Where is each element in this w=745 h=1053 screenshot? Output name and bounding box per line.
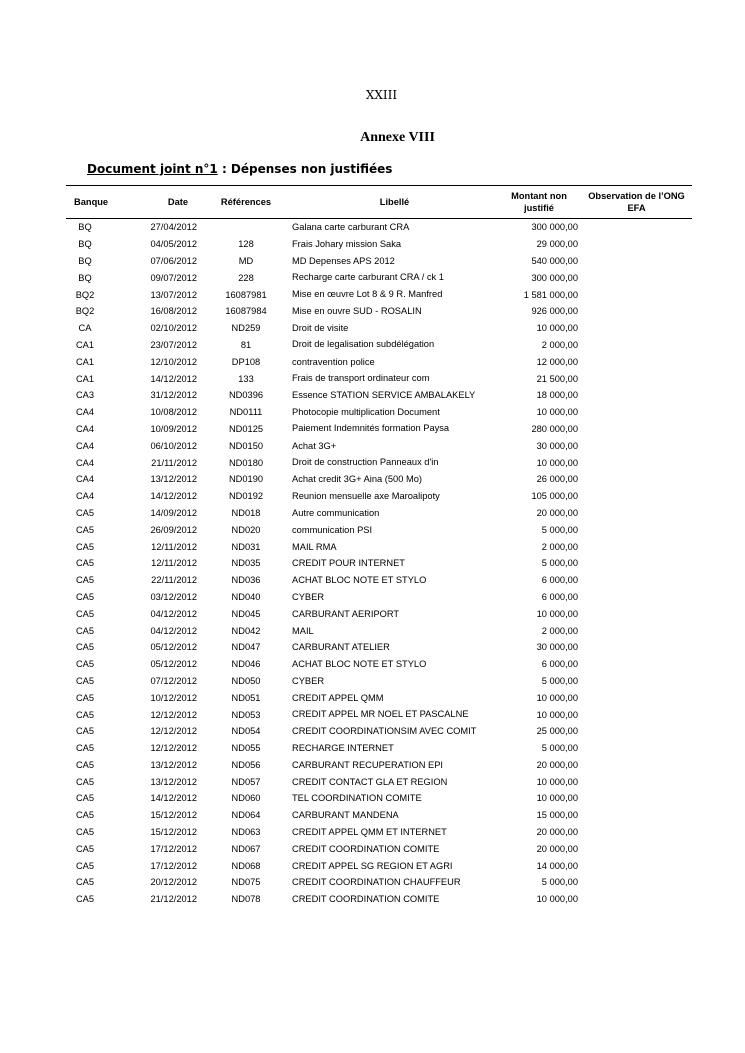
header-banque: Banque xyxy=(74,197,109,207)
table-row xyxy=(66,253,692,270)
cell-banque: CA4 xyxy=(75,474,95,485)
cell-libelle: Paiement Indemnités formation Paysa xyxy=(292,423,450,434)
cell-reference: ND259 xyxy=(231,323,261,334)
cell-banque: CA5 xyxy=(75,575,95,586)
document-heading xyxy=(87,162,392,176)
table-row xyxy=(66,874,692,891)
cell-date: 31/12/2012 xyxy=(150,390,197,401)
cell-banque: CA5 xyxy=(75,642,95,653)
table-row xyxy=(66,673,692,690)
cell-reference: MD xyxy=(238,255,254,266)
table-row xyxy=(66,236,692,253)
header-date: Date xyxy=(167,197,189,207)
cell-montant: 2 000,00 xyxy=(541,339,578,350)
cell-libelle: MAIL xyxy=(292,625,314,636)
table-row xyxy=(66,740,692,757)
cell-reference: ND045 xyxy=(231,608,261,619)
table-row xyxy=(66,589,692,606)
cell-banque: CA4 xyxy=(75,457,95,468)
table-row xyxy=(66,790,692,807)
cell-date: 12/12/2012 xyxy=(150,726,197,737)
cell-reference: ND050 xyxy=(231,675,261,686)
cell-banque: CA1 xyxy=(75,373,95,384)
table-row xyxy=(66,471,692,488)
header-montant: Montant non justifié xyxy=(511,191,567,213)
table-row xyxy=(66,337,692,354)
document-heading-text: : Dépenses non justifiées xyxy=(217,162,393,176)
cell-libelle: TEL COORDINATION COMITE xyxy=(292,793,422,804)
cell-date: 13/12/2012 xyxy=(150,776,197,787)
table-row xyxy=(66,286,692,303)
table-row xyxy=(66,689,692,706)
table-row xyxy=(66,824,692,841)
cell-montant: 2 000,00 xyxy=(541,541,578,552)
cell-date: 20/12/2012 xyxy=(150,877,197,888)
cell-libelle: MD Depenses APS 2012 xyxy=(292,255,395,266)
cell-montant: 20 000,00 xyxy=(536,507,578,518)
cell-libelle: CREDIT COORDINATION COMITE xyxy=(292,894,440,905)
cell-banque: CA5 xyxy=(75,558,95,569)
cell-date: 03/12/2012 xyxy=(150,591,197,602)
annex-title: Annexe VIII xyxy=(360,130,435,145)
cell-reference: DP108 xyxy=(231,356,261,367)
cell-banque: BQ xyxy=(78,272,92,283)
cell-libelle: Achat 3G+ xyxy=(292,440,337,451)
cell-reference: ND031 xyxy=(231,541,261,552)
cell-date: 14/12/2012 xyxy=(150,793,197,804)
cell-reference: ND036 xyxy=(231,575,261,586)
table-row xyxy=(66,437,692,454)
cell-banque: BQ xyxy=(78,239,92,250)
cell-reference: ND0111 xyxy=(229,407,263,418)
cell-libelle: CREDIT COORDINATION CHAUFFEUR xyxy=(292,877,461,888)
table-row xyxy=(66,840,692,857)
cell-montant: 10 000,00 xyxy=(536,407,578,418)
cell-banque: CA5 xyxy=(75,625,95,636)
cell-montant: 6 000,00 xyxy=(541,659,578,670)
cell-libelle: Achat credit 3G+ Aina (500 Mo) xyxy=(292,474,422,485)
cell-banque: CA5 xyxy=(75,675,95,686)
cell-date: 21/12/2012 xyxy=(150,894,197,905)
cell-date: 15/12/2012 xyxy=(150,827,197,838)
cell-reference: ND057 xyxy=(231,776,261,787)
table-row xyxy=(66,622,692,639)
cell-montant: 10 000,00 xyxy=(536,692,578,703)
cell-banque: CA5 xyxy=(75,894,95,905)
cell-libelle: CREDIT POUR INTERNET xyxy=(292,558,405,569)
cell-banque: CA5 xyxy=(75,541,95,552)
cell-reference: 133 xyxy=(238,373,254,384)
cell-libelle: Essence STATION SERVICE AMBALAKELY xyxy=(292,389,476,400)
cell-date: 05/12/2012 xyxy=(150,642,197,653)
cell-banque: CA3 xyxy=(75,390,95,401)
cell-reference: 81 xyxy=(240,339,252,350)
table-row xyxy=(66,706,692,723)
cell-montant: 25 000,00 xyxy=(536,726,578,737)
cell-reference: ND047 xyxy=(231,642,261,653)
cell-libelle: CREDIT CONTACT GLA ET REGION xyxy=(292,776,448,787)
cell-date: 10/08/2012 xyxy=(150,407,197,418)
table-header xyxy=(66,185,692,219)
table-row xyxy=(66,807,692,824)
cell-date: 12/11/2012 xyxy=(151,558,197,569)
cell-banque: CA5 xyxy=(75,608,95,619)
cell-banque: CA5 xyxy=(75,507,95,518)
cell-libelle: CREDIT APPEL SG REGION ET AGRI xyxy=(292,860,453,871)
table-row xyxy=(66,605,692,622)
cell-date: 04/12/2012 xyxy=(150,625,197,636)
cell-reference: 16087981 xyxy=(225,289,267,300)
cell-libelle: Frais Johary mission Saka xyxy=(292,239,402,250)
cell-reference: ND0396 xyxy=(228,390,264,401)
cell-libelle: CARBURANT RECUPERATION EPI xyxy=(292,759,444,770)
table-row xyxy=(66,555,692,572)
cell-banque: CA5 xyxy=(75,827,95,838)
cell-date: 14/12/2012 xyxy=(150,491,197,502)
cell-montant: 540 000,00 xyxy=(531,255,578,266)
cell-banque: CA5 xyxy=(75,524,95,535)
cell-date: 10/09/2012 xyxy=(150,423,197,434)
cell-reference: ND051 xyxy=(231,692,261,703)
cell-libelle: MAIL RMA xyxy=(292,541,337,552)
cell-montant: 1 581 000,00 xyxy=(523,289,578,300)
cell-reference: ND0150 xyxy=(228,440,264,451)
cell-montant: 5 000,00 xyxy=(541,675,578,686)
cell-banque: BQ xyxy=(78,222,92,233)
cell-reference: ND064 xyxy=(231,810,261,821)
cell-libelle: Galana carte carburant CRA xyxy=(292,222,410,233)
cell-montant: 18 000,00 xyxy=(536,390,578,401)
cell-date: 13/12/2012 xyxy=(150,759,197,770)
cell-montant: 26 000,00 xyxy=(536,474,578,485)
cell-libelle: CARBURANT ATELIER xyxy=(292,642,390,653)
cell-date: 04/12/2012 xyxy=(150,608,197,619)
table-row xyxy=(66,219,692,236)
cell-montant: 10 000,00 xyxy=(536,323,578,334)
cell-date: 15/12/2012 xyxy=(150,810,197,821)
cell-date: 16/08/2012 xyxy=(150,306,197,317)
table-row xyxy=(66,773,692,790)
cell-libelle: Frais de transport ordinateur com xyxy=(292,373,430,384)
cell-date: 17/12/2012 xyxy=(150,843,197,854)
cell-reference: ND067 xyxy=(231,843,261,854)
cell-montant: 280 000,00 xyxy=(531,423,578,434)
table-row xyxy=(66,639,692,656)
cell-montant: 5 000,00 xyxy=(541,558,578,569)
cell-banque: CA5 xyxy=(75,659,95,670)
table-row xyxy=(66,353,692,370)
cell-reference: ND063 xyxy=(231,827,261,838)
table-row xyxy=(66,454,692,471)
cell-libelle: CREDIT APPEL QMM xyxy=(292,692,384,703)
cell-banque: BQ xyxy=(78,255,92,266)
cell-montant: 300 000,00 xyxy=(531,272,578,283)
header-observation: Observation de l’ONG EFA xyxy=(588,191,685,213)
cell-montant: 5 000,00 xyxy=(541,877,578,888)
cell-libelle: communication PSI xyxy=(292,524,373,535)
cell-banque: CA5 xyxy=(75,793,95,804)
table-row xyxy=(66,857,692,874)
cell-libelle: Mise en ouvre SUD - ROSALIN xyxy=(292,306,422,317)
cell-banque: CA4 xyxy=(75,407,95,418)
cell-date: 14/12/2012 xyxy=(150,373,197,384)
cell-libelle: Mise en œuvre Lot 8 & 9 R. Manfred xyxy=(292,289,443,300)
cell-date: 27/04/2012 xyxy=(150,222,197,233)
cell-banque: BQ2 xyxy=(75,289,95,300)
cell-banque: CA5 xyxy=(75,810,95,821)
cell-reference: ND040 xyxy=(231,591,261,602)
cell-date: 07/12/2012 xyxy=(150,675,197,686)
cell-reference: 228 xyxy=(238,272,254,283)
cell-banque: CA5 xyxy=(75,692,95,703)
cell-libelle: CREDIT APPEL MR NOEL ET PASCALNE xyxy=(292,709,469,719)
cell-reference: ND0190 xyxy=(228,474,264,485)
cell-date: 06/10/2012 xyxy=(150,440,197,451)
cell-reference: ND0125 xyxy=(228,423,264,434)
table-row xyxy=(66,757,692,774)
cell-banque: CA4 xyxy=(75,440,95,451)
cell-date: 21/11/2012 xyxy=(151,457,197,468)
cell-reference: 16087984 xyxy=(225,306,267,317)
header-libelle: Libellé xyxy=(379,197,410,207)
cell-reference: ND018 xyxy=(231,507,261,518)
cell-banque: CA4 xyxy=(75,423,95,434)
cell-montant: 926 000,00 xyxy=(531,306,578,317)
cell-date: 23/07/2012 xyxy=(150,339,197,350)
cell-banque: CA5 xyxy=(75,743,95,754)
cell-banque: BQ2 xyxy=(75,306,95,317)
header-references: Références xyxy=(220,197,272,207)
cell-montant: 29 000,00 xyxy=(536,239,578,250)
table-row xyxy=(66,505,692,522)
cell-date: 13/12/2012 xyxy=(150,474,197,485)
cell-reference: ND042 xyxy=(231,625,261,636)
cell-libelle: CREDIT COORDINATION COMITE xyxy=(292,843,440,854)
cell-libelle: CREDIT APPEL QMM ET INTERNET xyxy=(292,827,447,838)
cell-libelle: CYBER xyxy=(292,591,325,602)
cell-montant: 20 000,00 xyxy=(536,843,578,854)
cell-banque: CA5 xyxy=(75,591,95,602)
cell-reference: ND078 xyxy=(231,894,261,905)
cell-date: 02/10/2012 xyxy=(150,323,197,334)
cell-reference: ND0180 xyxy=(228,457,264,468)
page-number: XXIII xyxy=(365,88,398,102)
cell-libelle: ACHAT BLOC NOTE ET STYLO xyxy=(292,575,427,586)
cell-reference: ND035 xyxy=(231,558,261,569)
cell-reference: ND0192 xyxy=(228,491,264,502)
cell-banque: CA1 xyxy=(75,339,95,350)
cell-reference: ND056 xyxy=(231,759,261,770)
cell-montant: 30 000,00 xyxy=(536,440,578,451)
cell-libelle: CREDIT COORDINATIONSIM AVEC COMIT xyxy=(292,725,477,736)
cell-date: 22/11/2012 xyxy=(151,575,197,586)
cell-montant: 105 000,00 xyxy=(531,491,578,502)
cell-montant: 10 000,00 xyxy=(536,793,578,804)
cell-libelle: RECHARGE INTERNET xyxy=(292,743,394,754)
cell-libelle: CARBURANT MANDENA xyxy=(292,810,399,821)
table-row xyxy=(66,404,692,421)
cell-banque: CA4 xyxy=(75,491,95,502)
table-row xyxy=(66,891,692,908)
cell-reference: ND054 xyxy=(231,726,261,737)
table-row xyxy=(66,723,692,740)
cell-montant: 10 000,00 xyxy=(536,709,578,720)
cell-libelle: CARBURANT AERIPORT xyxy=(292,608,400,619)
cell-banque: CA5 xyxy=(75,776,95,787)
cell-reference: ND075 xyxy=(231,877,261,888)
table-row xyxy=(66,387,692,404)
cell-date: 17/12/2012 xyxy=(150,860,197,871)
cell-libelle: Droit de visite xyxy=(292,323,349,334)
cell-montant: 15 000,00 xyxy=(536,810,578,821)
cell-libelle: Droit de legalisation subdélégation xyxy=(292,339,435,350)
cell-date: 09/07/2012 xyxy=(150,272,197,283)
cell-montant: 2 000,00 xyxy=(541,625,578,636)
cell-libelle: Recharge carte carburant CRA / ck 1 xyxy=(292,272,444,283)
cell-date: 05/12/2012 xyxy=(150,659,197,670)
cell-reference: ND020 xyxy=(231,524,261,535)
cell-montant: 5 000,00 xyxy=(541,743,578,754)
cell-libelle: Photocopie multiplication Document xyxy=(292,406,440,417)
table-row xyxy=(66,572,692,589)
cell-montant: 30 000,00 xyxy=(536,642,578,653)
cell-banque: CA5 xyxy=(75,860,95,871)
table-row xyxy=(66,320,692,337)
cell-montant: 14 000,00 xyxy=(536,860,578,871)
cell-banque: CA1 xyxy=(75,356,95,367)
cell-date: 04/05/2012 xyxy=(150,239,197,250)
cell-montant: 20 000,00 xyxy=(536,759,578,770)
cell-montant: 21 500,00 xyxy=(536,373,578,384)
cell-montant: 5 000,00 xyxy=(541,524,578,535)
cell-banque: CA xyxy=(78,323,92,334)
cell-date: 12/10/2012 xyxy=(150,356,197,367)
cell-montant: 12 000,00 xyxy=(536,356,578,367)
table-row xyxy=(66,421,692,438)
cell-montant: 10 000,00 xyxy=(536,608,578,619)
cell-banque: CA5 xyxy=(75,709,95,720)
cell-montant: 20 000,00 xyxy=(536,827,578,838)
cell-date: 13/07/2012 xyxy=(150,289,197,300)
document-heading-label: Document joint n°1 xyxy=(87,162,218,176)
cell-date: 12/12/2012 xyxy=(150,743,197,754)
cell-banque: CA5 xyxy=(75,877,95,888)
cell-date: 12/12/2012 xyxy=(150,709,197,720)
cell-montant: 10 000,00 xyxy=(536,894,578,905)
cell-date: 10/12/2012 xyxy=(150,692,197,703)
table-row xyxy=(66,521,692,538)
cell-date: 26/09/2012 xyxy=(150,524,197,535)
cell-libelle: contravention police xyxy=(292,356,375,367)
cell-date: 07/06/2012 xyxy=(150,255,197,266)
cell-libelle: Reunion mensuelle axe Maroalipoty xyxy=(292,490,440,501)
cell-montant: 10 000,00 xyxy=(536,457,578,468)
cell-libelle: Autre communication xyxy=(292,507,380,518)
cell-reference: ND068 xyxy=(231,860,261,871)
cell-montant: 6 000,00 xyxy=(541,575,578,586)
expenses-table xyxy=(66,185,692,908)
cell-libelle: Droit de construction Panneaux d'in xyxy=(292,457,439,468)
cell-banque: CA5 xyxy=(75,726,95,737)
cell-banque: CA5 xyxy=(75,759,95,770)
cell-libelle: CYBER xyxy=(292,675,325,686)
table-body xyxy=(66,219,692,908)
cell-reference: 128 xyxy=(238,239,254,250)
table-row xyxy=(66,303,692,320)
cell-date: 14/09/2012 xyxy=(150,507,197,518)
cell-reference: ND060 xyxy=(231,793,261,804)
cell-montant: 6 000,00 xyxy=(541,591,578,602)
table-row xyxy=(66,269,692,286)
cell-libelle: ACHAT BLOC NOTE ET STYLO xyxy=(292,659,427,670)
cell-reference: ND053 xyxy=(231,709,261,720)
table-row xyxy=(66,656,692,673)
table-row xyxy=(66,538,692,555)
cell-montant: 10 000,00 xyxy=(536,776,578,787)
cell-banque: CA5 xyxy=(75,843,95,854)
table-row xyxy=(66,488,692,505)
cell-date: 12/11/2012 xyxy=(151,541,197,552)
cell-montant: 300 000,00 xyxy=(531,222,578,233)
table-row xyxy=(66,370,692,387)
cell-reference: ND055 xyxy=(231,743,261,754)
cell-reference: ND046 xyxy=(231,659,261,670)
